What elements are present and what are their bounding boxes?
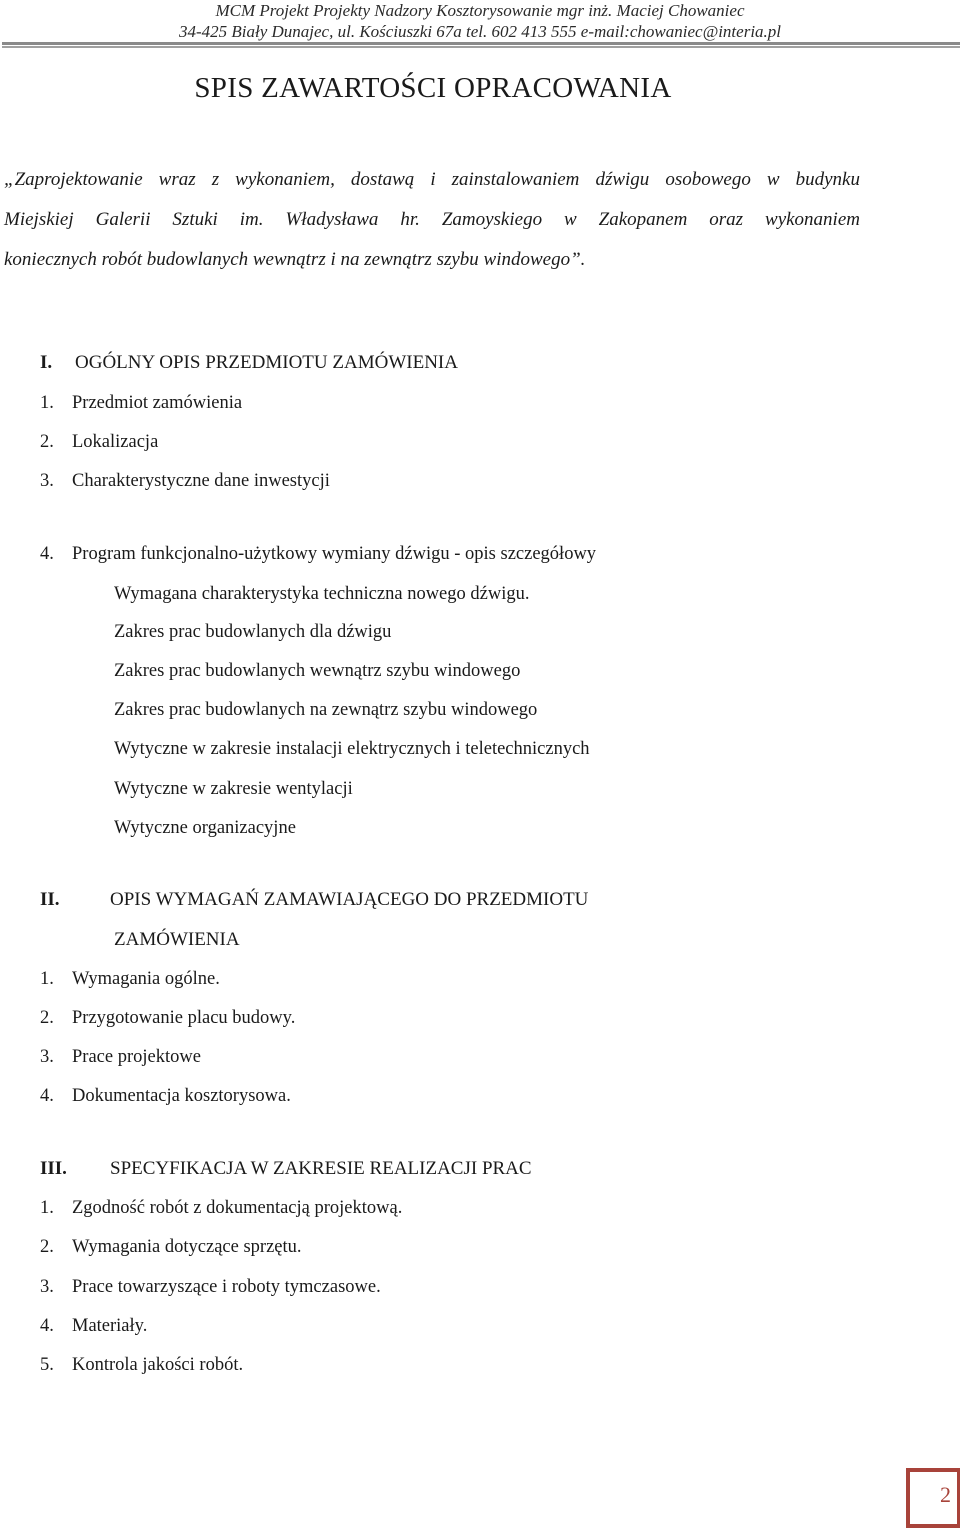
section-2-heading [40,889,588,911]
item-text: Charakterystyczne dane inwestycji [72,471,330,491]
item-text: Materiały. [72,1316,148,1336]
item-text: Wymagania ogólne. [72,969,220,989]
subject-line-2: Miejskiej Galerii Sztuki im. Władysława hr. Zamoyskiego w Zakopanem oraz wykonaniem [4,209,860,230]
item-number: 2. [40,1008,54,1028]
header-divider [2,42,960,48]
section-3-number: III. [40,1158,67,1179]
item-number: 4. [40,1086,54,1106]
sub-item: Wytyczne organizacyjne [114,818,296,838]
item-text: Wymagania dotyczące sprzętu. [72,1237,302,1257]
item-number: 3. [40,1277,54,1297]
item-text: Prace towarzyszące i roboty tymczasowe. [72,1277,381,1297]
sub-item: Wytyczne w zakresie instalacji elektrycznych i teletechnicznych [114,739,590,759]
item-number: 3. [40,471,54,491]
list-item [40,1355,243,1376]
list-item [40,1086,291,1107]
section-2-title-line-1: OPIS WYMAGAŃ ZAMAWIAJĄCEGO DO PRZEDMIOTU [110,889,589,910]
list-item [40,393,242,414]
sub-item: Wymagana charakterystyka techniczna nowego dźwigu. [114,584,530,604]
list-item [40,1237,302,1258]
section-1-title: OGÓLNY OPIS PRZEDMIOTU ZAMÓWIENIA [75,352,458,373]
item-number: 2. [40,432,54,452]
item-text: Dokumentacja kosztorysowa. [72,1086,291,1106]
project-subject [4,160,860,280]
item-number: 1. [40,393,54,413]
section-2-number: II. [40,889,60,910]
document-title: SPIS ZAWARTOŚCI OPRACOWANIA [194,72,672,104]
item-text: Kontrola jakości robót. [72,1355,244,1375]
list-item [40,969,220,990]
sub-item: Zakres prac budowlanych dla dźwigu [114,622,392,642]
page-number: 2 [940,1482,951,1507]
item-number: 4. [40,1316,54,1336]
item-text: Przygotowanie placu budowy. [72,1008,296,1028]
item-number: 1. [40,969,54,989]
page-header [0,0,960,42]
section-1-heading [40,352,458,374]
sub-item: Zakres prac budowlanych na zewnątrz szybu windowego [114,700,538,720]
list-item [40,1277,381,1298]
item-number: 1. [40,1198,54,1218]
page-number-box [906,1468,960,1528]
section-2-title-line-2: ZAMÓWIENIA [114,929,240,950]
item-number: 4. [40,544,54,564]
section-1-number: I. [40,352,53,373]
item-number: 3. [40,1047,54,1067]
list-item [40,1316,147,1337]
page-number-frame [909,1471,958,1525]
sub-item: Wytyczne w zakresie wentylacji [114,779,353,799]
list-item [40,471,330,492]
list-item [40,1198,402,1219]
list-item [40,1008,295,1029]
sub-item: Zakres prac budowlanych wewnątrz szybu windowego [114,661,521,681]
item-number: 5. [40,1355,54,1375]
item-text: Zgodność robót z dokumentacją projektową. [72,1198,403,1218]
section-3-heading [40,1158,532,1180]
item-text: Przedmiot zamówienia [72,393,243,413]
subject-line-3: koniecznych robót budowlanych wewnątrz i na zewnątrz szybu windowego”. [4,249,586,270]
list-item [40,544,596,565]
item-text: Prace projektowe [72,1047,201,1067]
item-number: 2. [40,1237,54,1257]
item-text: Program funkcjonalno-użytkowy wymiany dźwigu - opis szczegółowy [72,544,597,564]
item-text: Lokalizacja [72,432,159,452]
list-item [40,1047,201,1068]
header-company-line: MCM Projekt Projekty Nadzory Kosztorysowanie mgr inż. Maciej Chowaniec [215,1,745,20]
header-contact-line: 34-425 Biały Dunajec, ul. Kościuszki 67a tel. 602 413 555 e-mail:chowaniec@interia.pl [178,22,782,41]
subject-line-1: „Zaprojektowanie wraz z wykonaniem, dostawą i zainstalowaniem dźwigu osobowego w budynku [4,169,860,190]
list-item [40,432,158,453]
section-3-title: SPECYFIKACJA W ZAKRESIE REALIZACJI PRAC [110,1158,532,1179]
